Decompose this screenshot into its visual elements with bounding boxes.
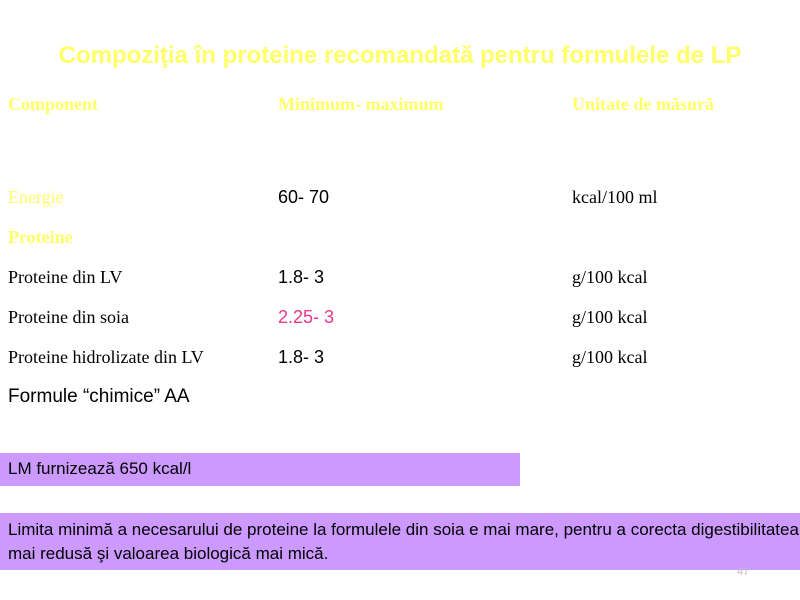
row-energy-component: Energie: [8, 187, 64, 207]
row-protein-soy-range: 2.25- 3: [278, 307, 335, 327]
row-protein-hydro-component: Proteine hidrolizate din LV: [8, 347, 204, 367]
slide-title: Compoziţia în proteine recomandată pentru formulele de LP: [58, 42, 742, 69]
row-chemical-formula-component: Formule “chimice” AA: [8, 386, 190, 407]
row-protein-hydro-unit: g/100 kcal: [572, 347, 648, 367]
header-min-max: Minimum- maximum: [278, 94, 444, 114]
row-protein-lv-range: 1.8- 3: [278, 267, 325, 287]
row-protein-lv-unit: g/100 kcal: [572, 267, 648, 287]
row-protein-lv-component: Proteine din LV: [8, 267, 123, 287]
page-number: 47: [737, 566, 750, 578]
energy-note-box: LM furnizează 650 kcal/l: [0, 453, 520, 486]
header-unit: Unitate de măsură: [572, 94, 714, 114]
header-component: Component: [8, 94, 99, 114]
row-protein-soy-unit: g/100 kcal: [572, 307, 648, 327]
row-protein-component: Proteine: [8, 227, 73, 247]
row-protein-soy-component: Proteine din soia: [8, 307, 129, 327]
row-protein-hydro-range: 1.8- 3: [278, 347, 325, 367]
row-energy-unit: kcal/100 ml: [572, 187, 658, 207]
protein-note-box: Limita minimă a necesarului de proteine la formulele din soia e mai mare, pentru a corecta digestibilitatea mai redusă şi valoarea biologică mai mică.: [0, 513, 800, 570]
row-energy-range: 60- 70: [278, 187, 330, 207]
